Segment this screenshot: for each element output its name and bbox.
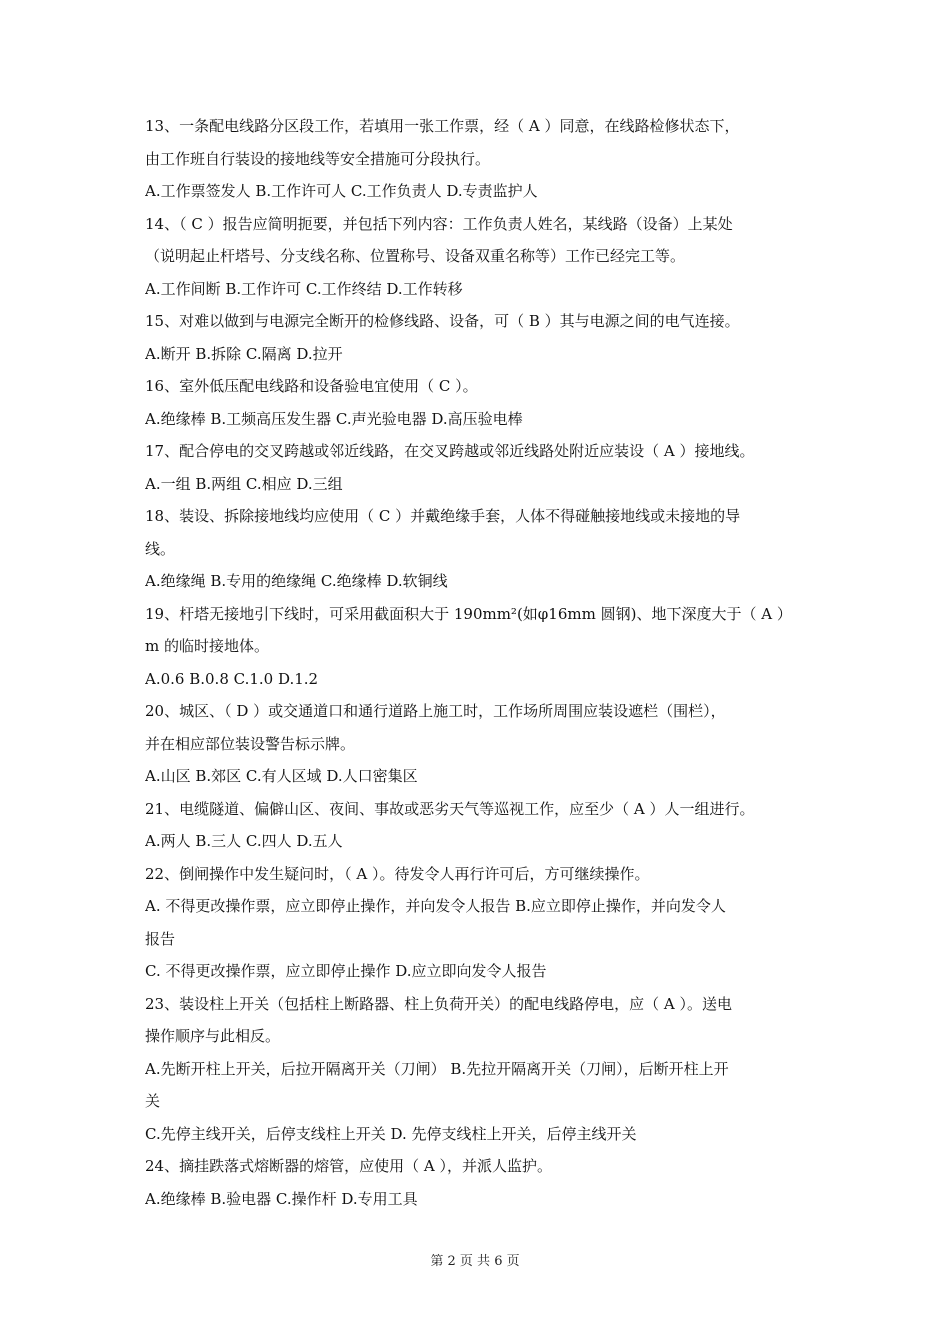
text-line: m 的临时接地体。 [145,637,269,655]
text-line: 14、（ C ）报告应简明扼要，并包括下列内容：工作负责人姓名，某线路（设备）上某处 [145,214,733,233]
text-line: 并在相应部位装设警告标示牌。 [145,734,356,753]
text-line: 22、倒闸操作中发生疑问时，（ A ）。待发令人再行许可后，方可继续操作。 [145,864,650,883]
option-line: A.一组 B.两组 C.相应 D.三组 [145,474,343,493]
text-line: 操作顺序与此相反。 [145,1027,281,1045]
option-line: A.绝缘棒 B.工频高压发生器 C.声光验电器 D.高压验电棒 [145,409,523,428]
text-line: 16、室外低压配电线路和设备验电宜使用（ C ）。 [145,377,478,395]
text-line: 18、装设、拆除接地线均应使用（ C ）并戴绝缘手套，人体不得碰触接地线或未接地的导 [145,507,741,525]
text-line: 由工作班自行装设的接地线等安全措施可分段执行。 [145,149,491,168]
option-line: A.两人 B.三人 C.四人 D.五人 [145,832,343,850]
option-line: A.绝缘绳 B.专用的绝缘绳 C.绝缘棒 D.软铜线 [145,572,448,590]
option-line: A.工作间断 B.工作许可 C.工作终结 D.工作转移 [145,279,463,298]
option-line: 报告 [145,929,176,948]
option-line: 关 [145,1092,161,1110]
text-line: （说明起止杆塔号、分支线名称、位置称号、设备双重名称等）工作已经完工等。 [145,247,686,265]
text-line: 19、杆塔无接地引下线时，可采用截面积大于 190mm²(如φ16mm 圆钢)、地下深度大于（ A ） [145,604,792,623]
option-line: A. 不得更改操作票，应立即停止操作，并向发令人报告 B.应立即停止操作，并向发令人 [145,897,726,915]
page-body [145,110,810,1215]
text-line: 21、电缆隧道、偏僻山区、夜间、事故或恶劣天气等巡视工作，应至少（ A ）人一组进行。 [145,799,755,818]
text-line: 17、配合停电的交叉跨越或邻近线路，在交叉跨越或邻近线路处附近应装设（ A ）接地线。 [145,442,755,460]
option-line: A.山区 B.郊区 C.有人区域 D.人口密集区 [145,767,418,785]
text-line: 20、城区、（ D ）或交通道口和通行道路上施工时，工作场所周围应装设遮栏（围栏）， [145,702,726,720]
option-line: A.0.6 B.0.8 C.1.0 D.1.2 [145,669,319,688]
option-line: A.工作票签发人 B.工作许可人 C.工作负责人 D.专责监护人 [145,182,538,200]
option-line: A.绝缘棒 B.验电器 C.操作杆 D.专用工具 [145,1189,418,1208]
page-number-footer: 第 2 页 共 6 页 [430,1254,520,1269]
text-line: 线。 [145,539,176,558]
option-line: C. 不得更改操作票，应立即停止操作 D.应立即向发令人报告 [145,962,547,980]
option-line: A.先断开柱上开关，后拉开隔离开关（刀闸） B.先拉开隔离开关（刀闸），后断开柱上开 [145,1059,729,1078]
text-line: 15、对难以做到与电源完全断开的检修线路、设备，可（ B ）其与电源之间的电气连接。 [145,312,740,330]
option-line: C.先停主线开关，后停支线柱上开关 D. 先停支线柱上开关，后停主线开关 [145,1124,637,1143]
text-line: 24、摘挂跌落式熔断器的熔管，应使用（ A ），并派人监护。 [145,1157,552,1175]
text-line: 13、一条配电线路分区段工作，若填用一张工作票，经（ A ）同意，在线路检修状态下， [145,117,740,135]
option-line: A.断开 B.拆除 C.隔离 D.拉开 [145,344,343,363]
text-line: 23、装设柱上开关（包括柱上断路器、柱上负荷开关）的配电线路停电，应（ A ）。送电 [145,994,732,1013]
